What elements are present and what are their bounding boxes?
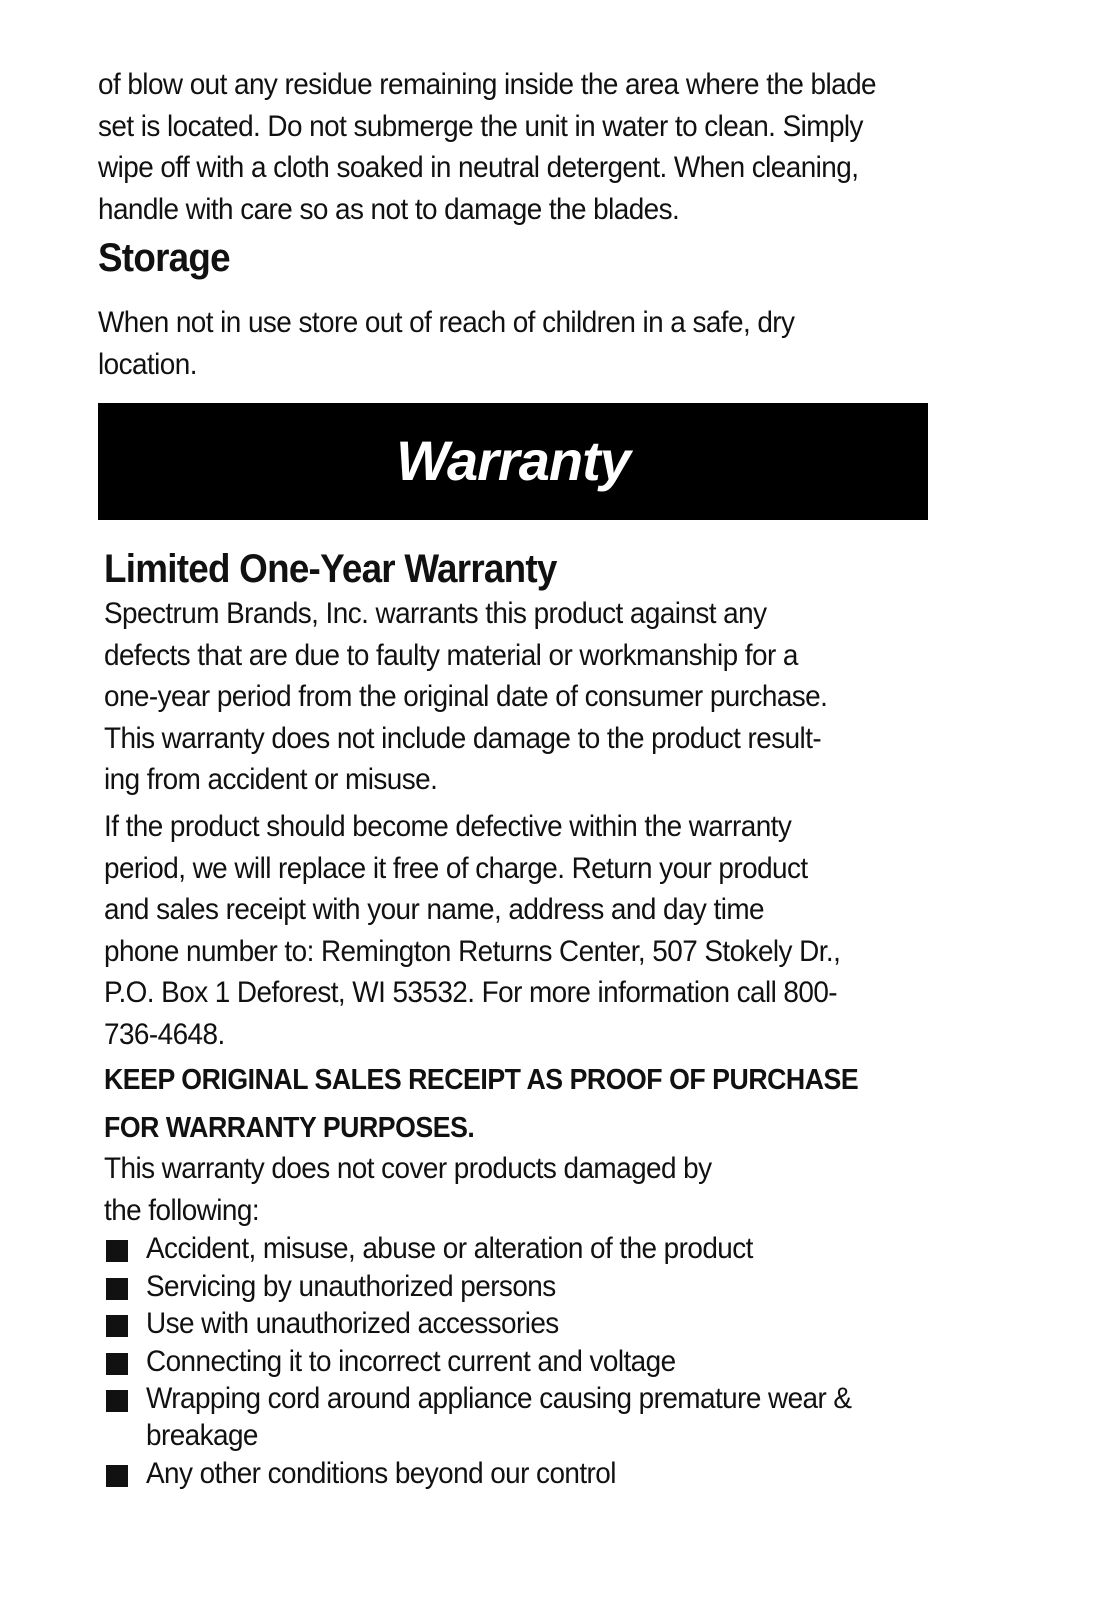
exclusion-text: Servicing by unauthorized persons <box>146 1269 556 1303</box>
storage-text: When not in use store out of reach of children in a safe, dry location. <box>98 306 795 381</box>
exclusions-intro: This warranty does not cover products damaged by the following: <box>104 1152 712 1227</box>
list-item <box>104 1380 1004 1454</box>
receipt-notice: KEEP ORIGINAL SALES RECEIPT AS PROOF OF PURCHASE FOR WARRANTY PURPOSES. <box>104 1064 859 1144</box>
cleaning-instructions-text: of blow out any residue remaining inside the area where the blade set is located. Do not submerge the unit in water to clean. Simply wipe off with a cloth soaked in neutral detergent. When cleaning, handle with care so as not to damage the blades. <box>98 68 877 226</box>
warranty-return-text: If the product should become defective within the warranty period, we will replace it free of charge. Return your product and sales receipt with your name, address and day time phone number to: Remington Returns Center, 507 Stokely Dr., P.O. Box 1 Deforest, WI 53532. For more information call 800- 736-4648. <box>104 810 841 1051</box>
exclusion-text: Accident, misuse, abuse or alteration of the product <box>146 1232 753 1265</box>
square-bullet-icon <box>106 1240 128 1262</box>
storage-heading: Storage <box>98 236 230 280</box>
list-item <box>104 1455 1004 1492</box>
list-item <box>104 1343 1004 1380</box>
exclusion-text: Wrapping cord around appliance causing premature wear & breakage <box>146 1382 852 1452</box>
square-bullet-icon <box>106 1465 128 1487</box>
exclusion-text: Any other conditions beyond our control <box>146 1456 616 1490</box>
warranty-banner <box>98 403 928 520</box>
exclusion-text: Connecting it to incorrect current and voltage <box>146 1344 676 1378</box>
warranty-banner-title: Warranty <box>396 429 630 492</box>
list-item <box>104 1268 1004 1305</box>
limited-warranty-heading: Limited One-Year Warranty <box>104 547 557 591</box>
square-bullet-icon <box>106 1315 128 1337</box>
list-item <box>104 1230 1004 1267</box>
square-bullet-icon <box>106 1278 128 1300</box>
square-bullet-icon <box>106 1390 128 1412</box>
exclusion-text: Use with unauthorized accessories <box>146 1307 559 1340</box>
square-bullet-icon <box>106 1353 128 1375</box>
list-item <box>104 1305 1004 1342</box>
exclusions-list <box>104 1230 1004 1492</box>
warranty-coverage-text: Spectrum Brands, Inc. warrants this product against any defects that are due to faulty material or workmanship for a one-year period from the original date of consumer purchase. This warranty does not include damage to the product result- ing from accident or misuse. <box>104 597 828 796</box>
